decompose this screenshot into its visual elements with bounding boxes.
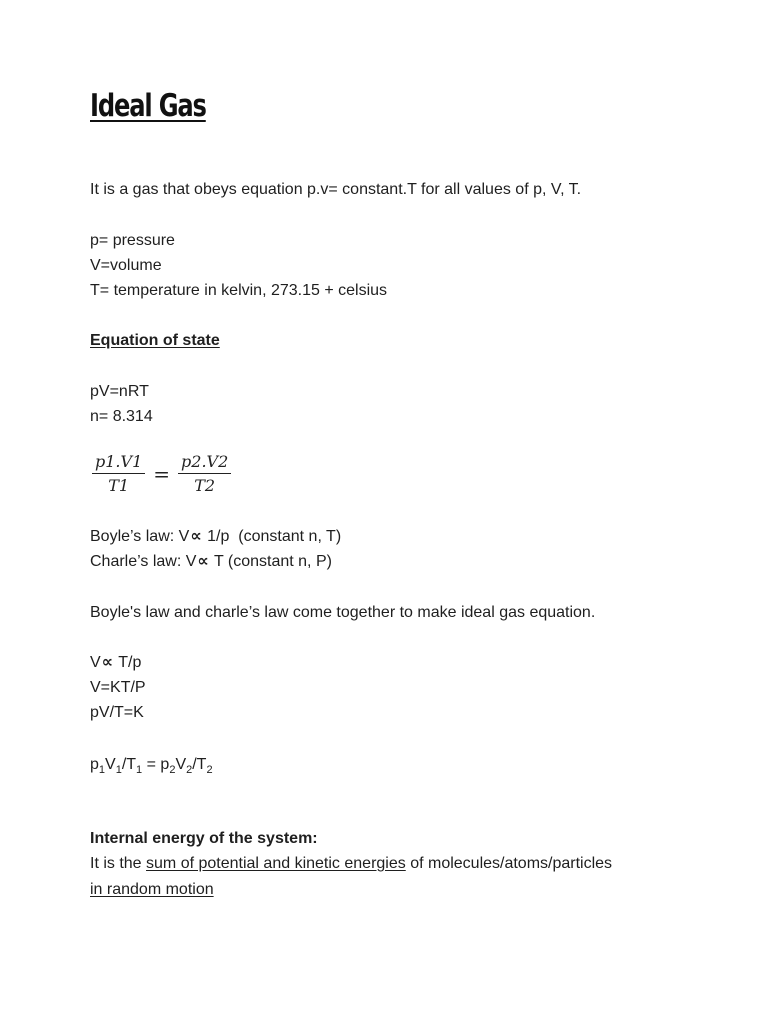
internal-energy-suffix: of molecules/atoms/particles <box>405 855 613 872</box>
definition-pressure: p= pressure <box>90 232 175 249</box>
boyles-law-prefix: Boyle’s law: V <box>90 528 190 545</box>
combine-laws-text: Boyle's law and charle’s law come together to make ideal gas equation. <box>90 604 596 621</box>
proportional-symbol: ∝ <box>197 553 209 570</box>
derivation-prefix: V <box>90 654 101 671</box>
boyles-law-line <box>90 527 341 547</box>
combined-term: p <box>90 756 99 773</box>
combined-term: V <box>105 756 116 773</box>
fraction-equation <box>92 452 231 495</box>
combined-gas-law <box>90 755 213 775</box>
definition-temperature: T= temperature in kelvin, 273.15 + celsius <box>90 282 388 299</box>
subscript: 2 <box>206 764 213 776</box>
derivation-line-1 <box>90 653 141 673</box>
internal-energy-line-2: in random motion <box>90 881 214 898</box>
equals-sign: = <box>153 461 171 486</box>
internal-energy-text <box>90 854 612 874</box>
subscript: 1 <box>115 764 122 776</box>
page-title: Ideal Gas <box>90 88 206 124</box>
proportional-symbol: ∝ <box>101 654 114 671</box>
boyles-law-suffix: 1/p (constant n, T) <box>202 528 342 545</box>
derivation-line-2: V=KT/P <box>90 679 146 696</box>
equation-pv-nrt: pV=nRT <box>90 383 149 400</box>
right-fraction <box>178 452 231 495</box>
combined-term: /T <box>121 756 137 773</box>
left-fraction <box>92 452 145 495</box>
combined-term: V <box>175 756 187 773</box>
subscript: 1 <box>98 764 106 776</box>
proportional-symbol: ∝ <box>190 528 202 545</box>
subscript: 2 <box>169 764 176 776</box>
equation-of-state-heading: Equation of state <box>90 332 220 349</box>
charles-law-prefix: Charle’s law: V <box>90 553 197 570</box>
left-denominator: T1 <box>108 476 130 495</box>
internal-energy-underlined: sum of potential and kinetic energies <box>146 855 406 872</box>
subscript: 1 <box>136 764 143 776</box>
charles-law-line <box>90 552 332 572</box>
left-numerator: p1.V1 <box>92 452 145 474</box>
equation-n-value: n= 8.314 <box>90 408 153 425</box>
right-numerator: p2.V2 <box>178 452 231 474</box>
intro-text: It is a gas that obeys equation p.v= constant.T for all values of p, V, T. <box>90 181 582 198</box>
combined-term: /T <box>192 756 207 773</box>
internal-energy-heading: Internal energy of the system: <box>90 830 318 847</box>
derivation-suffix: T/p <box>114 654 142 671</box>
definition-volume: V=volume <box>90 257 162 274</box>
right-denominator: T2 <box>194 476 216 495</box>
internal-energy-prefix: It is the <box>90 855 147 872</box>
charles-law-suffix: T (constant n, P) <box>209 553 332 570</box>
subscript: 2 <box>186 764 193 776</box>
combined-term: = p <box>142 756 170 773</box>
derivation-line-3: pV/T=K <box>90 704 144 721</box>
